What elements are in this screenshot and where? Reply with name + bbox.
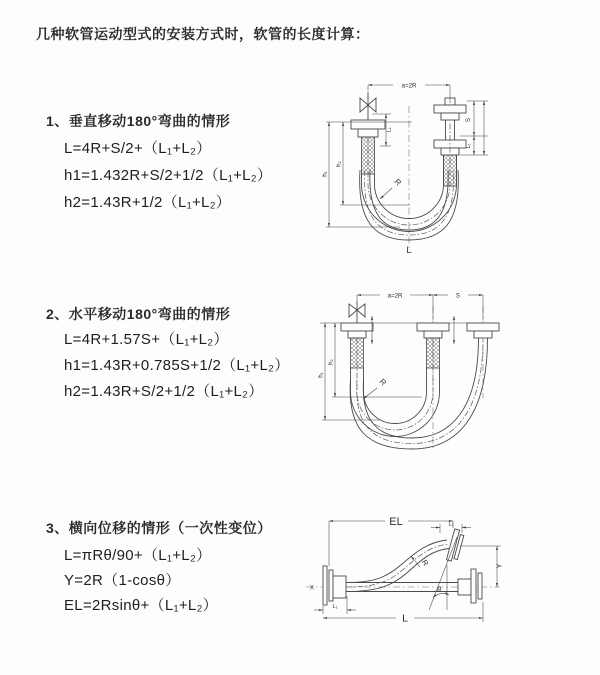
section-2-formula-h2: h2=1.43R+S/2+1/2（L₁+L₂） xyxy=(64,383,264,400)
right-flange xyxy=(467,323,499,338)
dim-l1-right-label: L₁ xyxy=(466,143,472,149)
valve-icon xyxy=(360,92,376,120)
dimension-l1-top xyxy=(431,522,471,534)
radius-leader xyxy=(363,377,388,399)
valve-icon xyxy=(349,301,365,323)
dim-y-label: Y xyxy=(494,563,504,569)
radius-label: R xyxy=(392,177,403,188)
section-2-formula-l: L=4R+1.57S+（L₁+L₂） xyxy=(64,331,229,348)
dim-el-label: EL xyxy=(389,516,403,528)
section-2-formula-h1: h1=1.43R+0.785S+1/2（L₁+L₂） xyxy=(64,357,290,374)
s-curved-hose-displaced xyxy=(346,540,449,592)
left-flange xyxy=(341,323,373,338)
dim-l1-top-label: L₁ xyxy=(448,521,454,528)
angle-theta-construction xyxy=(429,537,457,610)
left-flange xyxy=(323,566,346,605)
radius-label: R xyxy=(377,377,388,388)
length-label: L xyxy=(402,612,408,625)
dimension-h1-h2 xyxy=(318,323,423,420)
lateral-displacement-diagram xyxy=(290,500,600,660)
section-1-formula-l: L=4R+S/2+（L₁+L₂） xyxy=(64,140,212,157)
section-1-formula-h1: h1=1.432R+S/2+1/2（L₁+L₂） xyxy=(64,167,273,184)
section-3-formula-el: EL=2Rsinθ+（L₁+L₂） xyxy=(64,597,218,614)
dimension-a2r xyxy=(368,83,450,104)
radius-label: R xyxy=(419,558,431,568)
horizontal-bend-diagram xyxy=(300,280,590,470)
section-1-heading: 1、垂直移动180°弯曲的情形 xyxy=(46,113,231,129)
section-3-formula-y: Y=2R（1-cosθ） xyxy=(64,572,181,589)
dim-s-label: S xyxy=(465,117,472,123)
middle-flange xyxy=(417,323,449,338)
section-3-heading: 3、横向位移的情形（一次性变位） xyxy=(46,520,272,536)
page-title: 几种软管运动型式的安装方式时，软管的长度计算： xyxy=(36,26,370,42)
radius-leader xyxy=(380,177,403,199)
dim-l1-bottom-label: L₁ xyxy=(332,604,338,610)
dim-h2-label: h₂ xyxy=(335,161,343,167)
right-upper-flange xyxy=(434,98,466,140)
right-flange xyxy=(458,569,482,603)
vertical-bend-diagram xyxy=(300,72,590,262)
dim-a2r-label: a=2R xyxy=(401,82,417,90)
dimension-l1-bottom xyxy=(314,596,356,614)
dim-a2r-label: a=2R xyxy=(387,292,403,300)
dim-h2-label: h₂ xyxy=(327,359,335,365)
dim-s-label: S xyxy=(455,292,461,300)
hose-u-bend-position-2 xyxy=(350,338,487,449)
dim-h1-label: h₁ xyxy=(321,171,329,177)
dim-h1-label: h₁ xyxy=(317,372,325,378)
left-flange xyxy=(351,120,385,137)
length-label: L xyxy=(406,245,412,256)
dim-l1-left-label: L₁ xyxy=(386,127,393,133)
dimension-s xyxy=(433,293,483,321)
dimension-a2r xyxy=(357,293,433,321)
section-2-heading: 2、水平移动180°弯曲的情形 xyxy=(46,306,231,322)
section-3-formula-l: L=πRθ/90+（L₁+L₂） xyxy=(64,547,212,564)
angle-theta-label: θ xyxy=(437,587,441,594)
dimension-el xyxy=(329,516,453,566)
section-1-formula-h2: h2=1.43R+1/2（L₁+L₂） xyxy=(64,194,232,211)
axis-mark: X xyxy=(309,584,315,592)
